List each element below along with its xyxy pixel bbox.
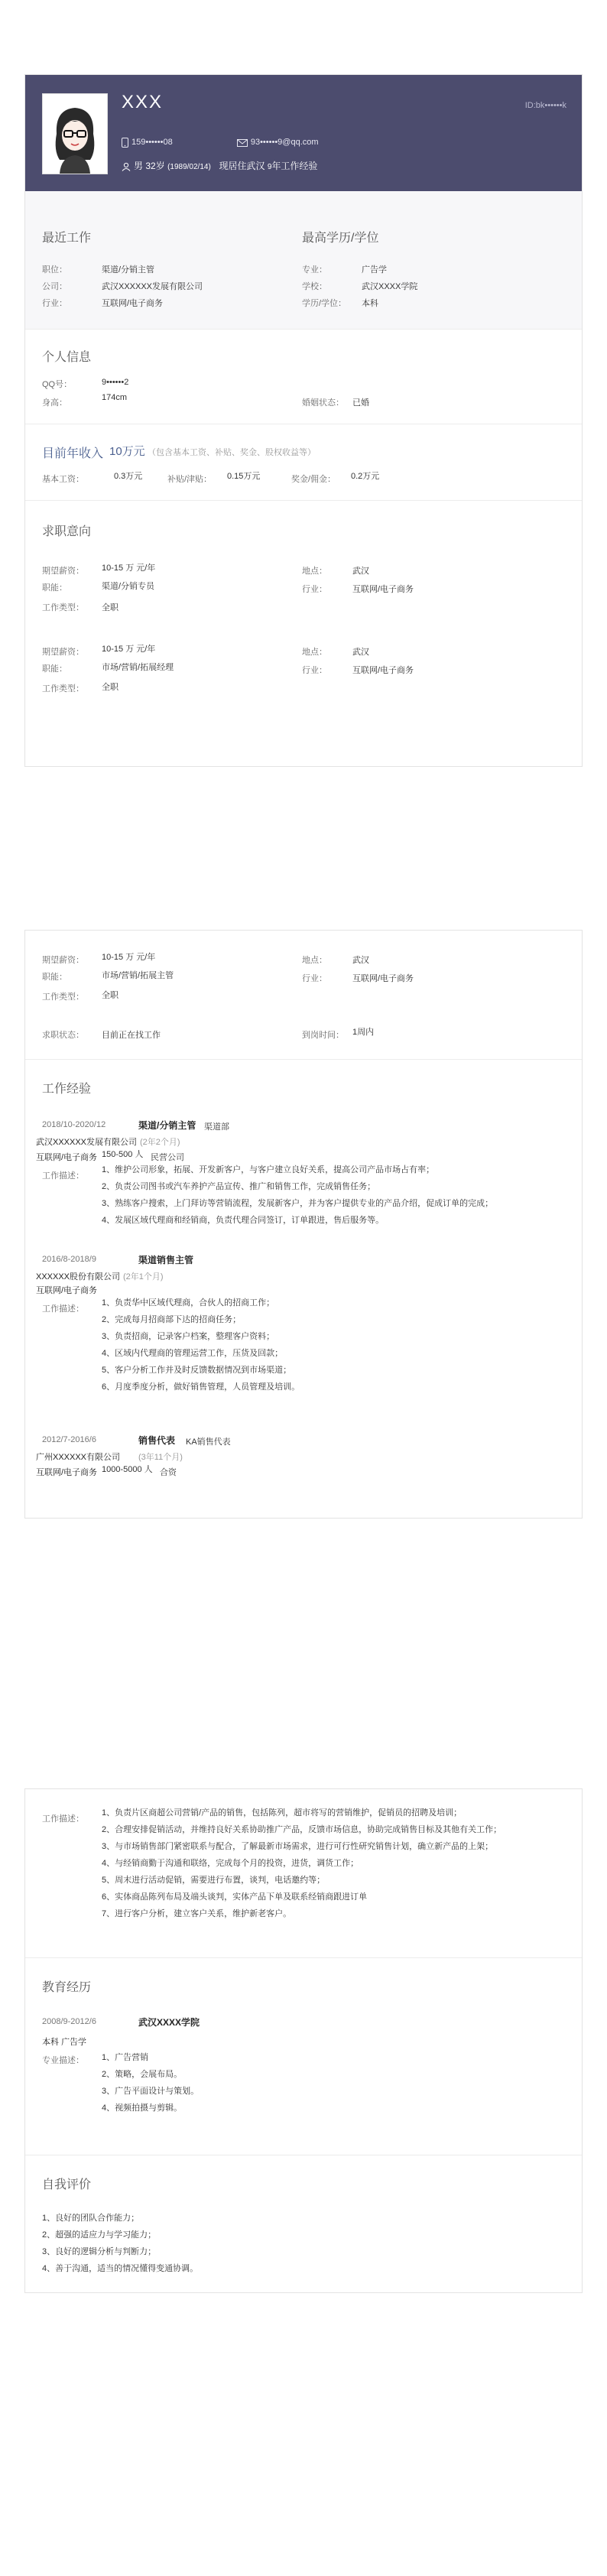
intent-industry-label: 行业： [302,666,327,675]
list-item: 1、负责片区商超公司营销/产品的销售，包括陈列，超市将写的营销维护，促销员的招聘及培训； [102,1808,463,1817]
job-company: 广州XXXXXX有限公司 [36,1453,121,1462]
major-desc-label: 专业描述： [42,2056,84,2065]
top-major-label: 专业： [302,265,327,274]
recent-position-value: 渠道/分销主管 [102,265,155,274]
recent-industry-label: 行业： [42,299,67,308]
intent-location-value: 武汉 [352,648,369,657]
income-title: 目前年收入 [42,447,104,460]
company-size: 1000-5000 人 [102,1465,153,1474]
base-salary-label: 基本工资： [42,475,84,484]
job-desc-label: 工作描述： [42,1814,84,1824]
profile-line [122,159,317,172]
job-date: 2016/8-2018/9 [42,1255,96,1264]
job-desc-label: 工作描述： [42,1171,84,1181]
job-industry: 互联网/电子商务 [36,1468,98,1477]
intent-salary-value: 10-15 万 元/年 [102,645,156,654]
top-school-value: 武汉XXXX学院 [362,282,418,291]
income-note: （包含基本工资、补贴、奖金、股权收益等） [148,448,316,457]
list-item: 3、与市场销售部门紧密联系与配合，了解最新市场需求，进行可行性研究销售计划，确立新产品的上架； [102,1842,494,1851]
intent-location-label: 地点： [302,956,327,965]
job-status-value: 目前正在找工作 [102,1031,161,1040]
top-education-title: 最高学历/学位 [302,232,379,245]
job-department: 渠道部 [204,1122,229,1132]
marital-value: 已婚 [352,398,369,408]
resume-page-3 [24,1788,583,2293]
intent-salary-label: 期望薪资： [42,956,84,965]
list-item: 2、超强的适应力与学习能力； [42,2230,157,2240]
experience-label: 年工作经验 [271,161,318,171]
job-position: 销售代表 [138,1435,176,1446]
birth-date: (1989/02/14) [167,163,211,171]
intent-industry-value: 互联网/电子商务 [352,974,414,983]
job-department: KA销售代表 [186,1437,231,1447]
list-item: 4、与经销商勤于沟通和联络，完成每个月的投资，进货，调货工作； [102,1859,359,1868]
qq-value: 9••••••2 [102,378,129,387]
intent-location-label: 地点： [302,567,327,576]
self-evaluation-list [42,2210,198,2277]
intent-salary-label: 期望薪资： [42,648,84,657]
intent-type-label: 工作类型： [42,684,84,694]
job-duration: (2年2个月) [140,1138,180,1147]
top-degree-value: 本科 [362,299,378,308]
list-item: 1、负责华中区域代理商，合伙人的招商工作； [102,1298,275,1307]
job-date: 2018/10-2020/12 [42,1120,106,1129]
personal-info-title: 个人信息 [42,351,92,364]
resume-header [25,75,582,191]
recent-company-label: 公司： [42,282,67,291]
list-item: 1、广告营销 [102,2053,149,2062]
company-nature: 民营公司 [151,1153,184,1162]
divider [25,1957,582,1958]
intent-job-label: 职能： [42,973,67,982]
resume-page-2 [24,930,583,1519]
contact-line [122,138,328,148]
recent-position-label: 职位： [42,265,67,274]
intent-job-value: 市场/营销/拓展经理 [102,663,174,672]
job-company: XXXXXX股份有限公司 [36,1272,121,1282]
age: 32 [145,161,156,171]
company-nature: 合资 [160,1468,177,1477]
arrival-value: 1周内 [352,1028,375,1037]
recent-company-value: 武汉XXXXXX发展有限公司 [102,282,203,291]
list-item: 3、良好的逻辑分析与判断力； [42,2247,157,2256]
list-item: 3、广告平面设计与策划。 [102,2087,200,2096]
list-item: 4、区域内代理商的管理运营工作，压货及回款； [102,1349,284,1358]
job-industry: 互联网/电子商务 [36,1286,98,1295]
top-school-label: 学校： [302,282,327,291]
job-desc-list [102,1804,502,1922]
intent-job-label: 职能： [42,583,67,593]
arrival-label: 到岗时间： [302,1031,344,1040]
job-desc-list [102,1294,300,1395]
recent-industry-value: 互联网/电子商务 [102,299,164,308]
list-item: 1、维护公司形象，拓展、开发新客户，与客户建立良好关系，提高公司产品市场占有率； [102,1165,435,1174]
height-value: 174cm [102,393,128,402]
job-duration: (2年1个月) [123,1272,164,1282]
top-degree-label: 学历/学位： [302,299,347,308]
phone-number: 159••••••08 [131,138,173,148]
subsidy-value: 0.15万元 [227,472,261,481]
edu-school: 武汉XXXX学院 [138,2017,200,2028]
intent-salary-label: 期望薪资： [42,567,84,576]
job-desc-list [102,1161,493,1229]
list-item: 2、完成每月招商部下达的招商任务； [102,1315,242,1324]
divider [25,1059,582,1060]
list-item: 3、负责招商，记录客户档案，整理客户资料； [102,1332,275,1341]
avatar [42,93,108,174]
resume-id: ID:bk••••••k [524,101,566,110]
company-size: 150-500 人 [102,1150,144,1159]
edu-degree-value: 本科 [42,2038,59,2047]
candidate-name: XXX [122,92,164,112]
job-duration: (3年11个月) [138,1453,183,1462]
intent-job-value: 渠道/分销专员 [102,582,155,591]
intent-salary-value: 10-15 万 元/年 [102,564,156,573]
work-experience-title: 工作经验 [42,1083,92,1096]
divider [25,500,582,501]
intent-job-label: 职能： [42,664,67,674]
top-major-value: 广告学 [362,265,387,274]
job-company: 武汉XXXXXX发展有限公司 [36,1138,138,1147]
intent-salary-value: 10-15 万 元/年 [102,953,156,962]
phone-icon [122,138,128,148]
resume-page-1 [24,74,583,767]
intent-location-value: 武汉 [352,956,369,965]
email-item [237,138,323,147]
marital-label: 婚姻状态： [302,398,344,408]
bonus-value: 0.2万元 [351,472,380,481]
list-item: 2、合理安排促销活动，并维持良好关系协助推广产品，反馈市场信息，协助完成销售目标及其他有关工作； [102,1825,502,1834]
bonus-label: 奖金/佣金： [291,475,336,484]
phone-item [122,138,180,147]
avatar-illustration [43,94,107,174]
job-status-label: 求职状态： [42,1031,84,1040]
job-position: 渠道/分销主管 [138,1120,196,1131]
intent-type-value: 全职 [102,603,118,612]
intent-industry-label: 行业： [302,585,327,594]
job-industry: 互联网/电子商务 [36,1153,98,1162]
job-date: 2012/7-2016/6 [42,1435,96,1444]
intent-type-value: 全职 [102,683,118,692]
height-label: 身高： [42,398,67,408]
edu-date: 2008/9-2012/6 [42,2017,96,2026]
current-location: 现居住武汉 [219,161,265,171]
mail-icon [237,139,248,147]
intent-type-label: 工作类型： [42,992,84,1002]
experience-years: 9 [267,163,272,171]
list-item: 1、良好的团队合作能力； [42,2214,140,2223]
edu-major-value: 广告学 [61,2038,87,2047]
job-desc-label: 工作描述： [42,1304,84,1314]
list-item: 6、实体商品陈列布局及端头谈判，实体产品下单及联系经销商跟进订单 [102,1892,368,1902]
list-item: 3、熟练客户搜索，上门拜访等营销流程，发展新客户，并为客户提供专业的产品介绍，促成订单的完成； [102,1199,494,1208]
base-salary-value: 0.3万元 [114,472,143,481]
list-item: 4、发展区域代理商和经销商，负责代理合同签订，订单跟进，售后服务等。 [102,1216,385,1225]
intent-location-value: 武汉 [352,567,369,576]
recent-job-title: 最近工作 [42,232,92,245]
intent-industry-value: 互联网/电子商务 [352,585,414,594]
intent-industry-label: 行业： [302,974,327,983]
divider [25,329,582,330]
subsidy-label: 补贴/津贴： [167,475,213,484]
list-item: 4、视频拍摄与剪辑。 [102,2103,183,2113]
age-unit: 岁 [155,161,165,171]
major-desc-list [102,2049,199,2116]
email-address: 93••••••9@qq.com [250,138,319,148]
intent-location-label: 地点： [302,648,327,657]
intent-type-label: 工作类型： [42,603,84,612]
intent-type-value: 全职 [102,991,118,1000]
income-amount: 10万元 [109,445,145,458]
job-intent-title: 求职意向 [42,525,92,538]
job-position: 渠道销售主管 [138,1255,194,1265]
intent-industry-value: 互联网/电子商务 [352,666,414,675]
user-icon [122,162,131,171]
list-item: 5、客户分析工作并及时反馈数据情况到市场渠道； [102,1366,292,1375]
list-item: 7、进行客户分析，建立客户关系，维护新老客户。 [102,1909,292,1918]
intent-job-value: 市场/营销/拓展主管 [102,971,174,980]
list-item: 2、策略，会展布局。 [102,2070,183,2079]
list-item: 4、善于沟通，适当的情况懂得变通协调。 [42,2264,199,2273]
list-item: 2、负责公司图书或汽车养护产品宣传、推广和销售工作，完成销售任务； [102,1182,376,1191]
qq-label: QQ号： [42,380,73,389]
gender: 男 [134,161,144,171]
edu-degree [42,2035,86,2048]
list-item: 5、周末进行活动促销，需要进行布置，谈判，电话邀约等； [102,1876,326,1885]
education-title: 教育经历 [42,1981,92,1994]
list-item: 6、月度季度分析，做好销售管理，人员管理及培训。 [102,1382,300,1392]
self-evaluation-title: 自我评价 [42,2178,92,2191]
